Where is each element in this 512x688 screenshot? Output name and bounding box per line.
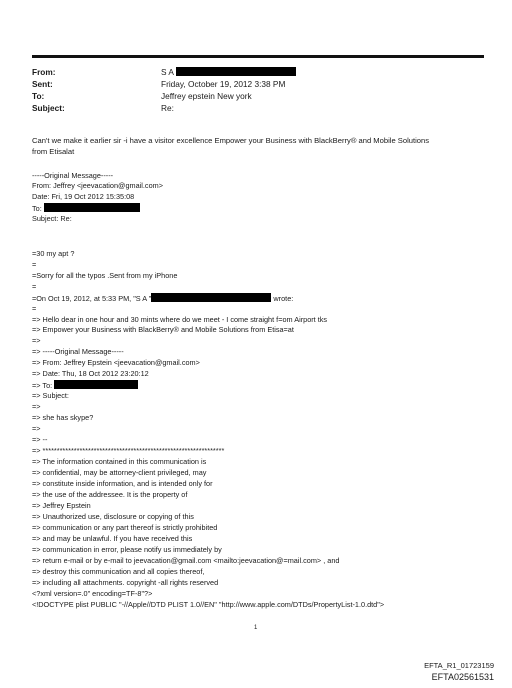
redaction-box [44, 203, 140, 212]
quoted-line: => -----Original Message----- [32, 347, 124, 356]
original-subject: Subject: Re: [32, 214, 72, 223]
quoted-line: => Subject: [32, 391, 69, 400]
quoted-line: => Date: Thu, 18 Oct 2012 23:20:12 [32, 369, 149, 378]
quoted-line: => communication or any part thereof is strictly prohibited [32, 523, 218, 532]
quoted-line: => **************************************************************** [32, 446, 225, 455]
from-value [161, 67, 296, 78]
original-to-label: To: [32, 204, 42, 213]
quoted-line: => Unauthorized use, disclosure or copying of this [32, 512, 194, 521]
sent-label: Sent: [32, 79, 53, 89]
quoted-line: <!DOCTYPE plist PUBLIC "-//Apple//DTD PLIST 1.0//EN" "http://www.apple.com/DTDs/PropertyList-1.0.dtd"> [32, 600, 385, 609]
bates-ref-1: EFTA_R1_01723159 [424, 661, 494, 670]
page-number: 1 [254, 625, 258, 631]
quoted-line: = [32, 282, 37, 291]
header-rule [32, 55, 484, 58]
quoted-line: = [32, 260, 37, 269]
original-marker: -----Original Message----- [32, 171, 114, 180]
original-date: Date: Fri, 19 Oct 2012 15:35:08 [32, 192, 135, 201]
redaction-box [151, 293, 271, 302]
quoted-line: => [32, 402, 41, 411]
quoted-text: => To: [32, 381, 53, 390]
quoted-line: => return e-mail or by e-mail to jeevacation@gmail.com <mailto:jeevacation@=mail.com> , and [32, 556, 340, 565]
sent-value: Friday, October 19, 2012 3:38 PM [161, 79, 286, 89]
subject-value: Re: [161, 103, 174, 113]
quoted-line: => she has skype? [32, 413, 94, 422]
quoted-line-with-redaction [32, 293, 293, 303]
from-label: From: [32, 67, 56, 77]
redaction-box [54, 380, 138, 389]
quoted-line: => the use of the addressee. It is the property of [32, 490, 188, 499]
message-line-1: Can't we make it earlier sir -i have a visitor excellence Empower your Business with BlackBerry® and Mobile Solutions [32, 136, 430, 145]
quoted-line: => communication in error, please notify us immediately by [32, 545, 222, 554]
quoted-line: => [32, 336, 41, 345]
to-label: To: [32, 91, 45, 101]
quoted-line: <?xml version=.0" encoding=TF-8"?> [32, 589, 153, 598]
quoted-line: => and may be unlawful. If you have received this [32, 534, 193, 543]
quoted-line: = [32, 304, 37, 313]
subject-label: Subject: [32, 103, 65, 113]
quoted-line: => destroy this communication and all copies thereof, [32, 567, 205, 576]
quoted-line: => Jeffrey Epstein [32, 501, 91, 510]
quoted-line: => The information contained in this communication is [32, 457, 207, 466]
message-line-2: from Etisalat [32, 147, 75, 156]
quoted-line: => including all attachments. copyright -all rights reserved [32, 578, 219, 587]
quoted-line: => [32, 424, 41, 433]
quoted-line: => confidential, may be attorney-client privileged, may [32, 468, 207, 477]
quoted-line-with-redaction [32, 380, 138, 390]
bates-ref-2: EFTA02561531 [431, 672, 494, 682]
original-to [32, 203, 140, 213]
from-name: S A [161, 67, 174, 77]
redaction-box [176, 67, 296, 76]
quoted-text: =On Oct 19, 2012, at 5:33 PM, "S A " [32, 294, 152, 303]
quoted-line: => constitute inside information, and is intended only for [32, 479, 213, 488]
quoted-line: => Empower your Business with BlackBerry® and Mobile Solutions from Etisa=at [32, 325, 294, 334]
quoted-line: => From: Jeffrey Epstein <jeevacation@gmail.com> [32, 358, 200, 367]
quoted-line: => -- [32, 435, 48, 444]
quoted-line: =30 my apt ? [32, 249, 75, 258]
original-from: From: Jeffrey <jeevacation@gmail.com> [32, 181, 163, 190]
quoted-text: wrote: [273, 294, 294, 303]
to-value: Jeffrey epstein New york [161, 91, 252, 101]
quoted-line: =Sorry for all the typos .Sent from my iPhone [32, 271, 178, 280]
quoted-line: => Hello dear in one hour and 30 mints where do we meet - I come straight f=om Airport tks [32, 315, 328, 324]
